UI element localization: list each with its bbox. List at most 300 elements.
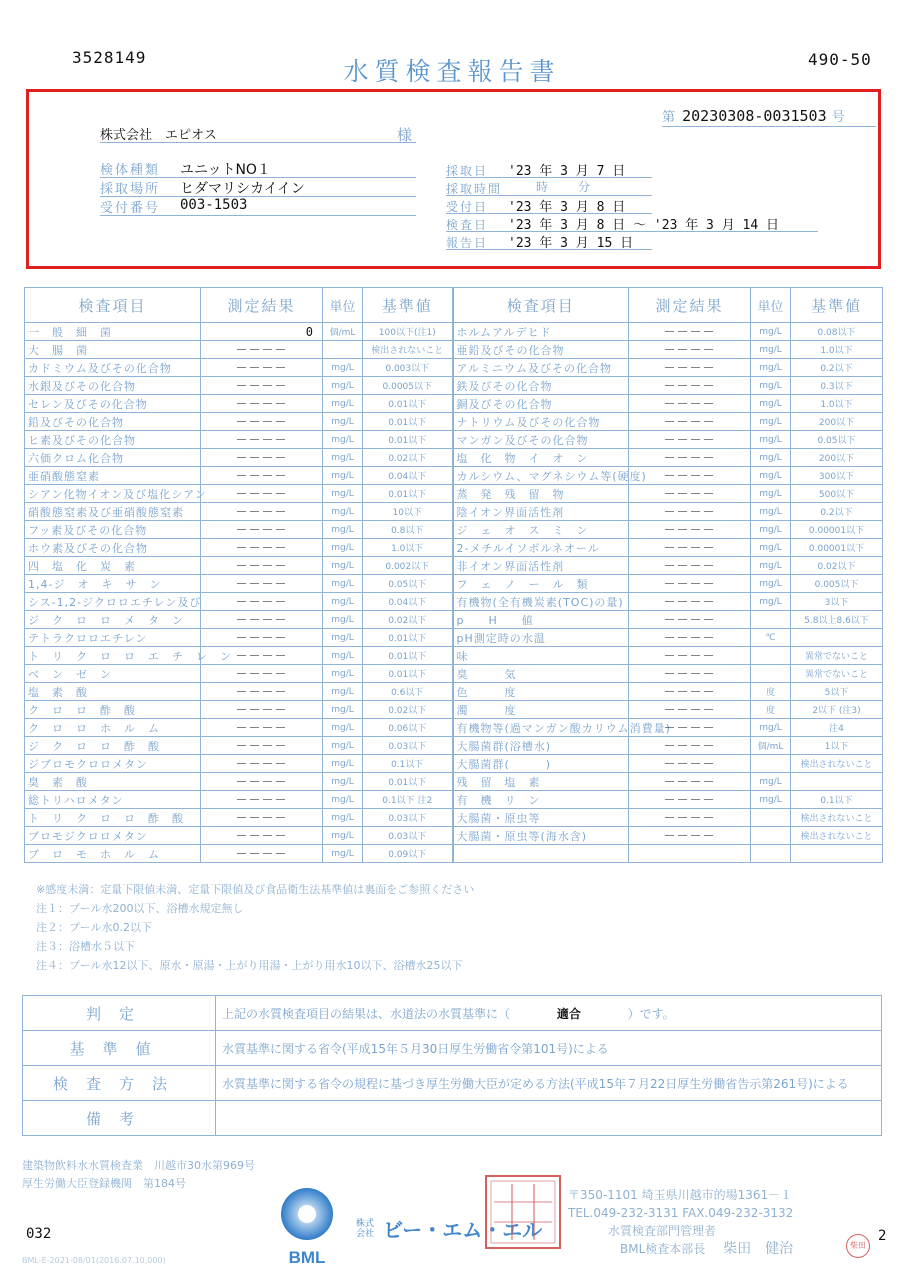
test-unit: mg/L [751, 773, 791, 791]
test-item: 鉛及びその化合物 [25, 413, 201, 431]
test-standard: 1.0以下 [791, 395, 883, 413]
test-item: 一 般 細 菌 [25, 323, 201, 341]
test-item: 四 塩 化 炭 素 [25, 557, 201, 575]
test-item: 亜硝酸態窒素 [25, 467, 201, 485]
remarks-label: 備考 [23, 1101, 216, 1136]
test-item: テトラクロロエチレン [25, 629, 201, 647]
judgement-text [216, 996, 882, 1031]
test-item: ヒ素及びその化合物 [25, 431, 201, 449]
test-standard: 0.01以下 [363, 665, 453, 683]
note-line: ※感度未満：定量下限値未満、定量下限値及び食品衛生法基準値は裏面をご参照ください [36, 883, 475, 896]
test-item: 残 留 塩 素 [453, 773, 629, 791]
doc-number-left: 3528149 [72, 48, 147, 67]
test-standard: 注4 [791, 719, 883, 737]
test-unit: mg/L [751, 557, 791, 575]
sample-place-label: 採取場所 [100, 182, 161, 197]
test-result: －－－－ [201, 557, 323, 575]
company-label: ビー・エム・エル [383, 1218, 543, 1242]
table-row [25, 521, 883, 539]
test-unit [751, 827, 791, 845]
test-result: －－－－ [629, 377, 751, 395]
test-result: －－－－ [629, 611, 751, 629]
test-unit: mg/L [751, 719, 791, 737]
receipt-no-row [100, 197, 416, 216]
table-row [25, 845, 883, 863]
company-contact [568, 1186, 793, 1258]
test-unit: mg/L [751, 395, 791, 413]
test-standard: 0.04以下 [363, 467, 453, 485]
test-standard: 0.1以下 注2 [363, 791, 453, 809]
table-row [25, 359, 883, 377]
table-row [25, 827, 883, 845]
report-no-prefix: 第 [662, 110, 678, 125]
client-suffix: 様 [396, 126, 414, 144]
doc-number-right: 490-50 [808, 50, 872, 69]
test-unit: mg/L [323, 791, 363, 809]
table-row [25, 557, 883, 575]
test-standard: 0.02以下 [363, 701, 453, 719]
report-no-suffix: 号 [831, 110, 847, 125]
test-unit: mg/L [323, 701, 363, 719]
test-standard: 1以下 [791, 737, 883, 755]
test-item: ト リ ク ロ ロ 酢 酸 [25, 809, 201, 827]
test-item: 2-メチルイソボルネオール [453, 539, 629, 557]
test-result: －－－－ [201, 467, 323, 485]
test-unit: mg/L [323, 503, 363, 521]
company-logo [276, 1186, 338, 1266]
test-standard: 200以下 [791, 449, 883, 467]
test-standard: 0.03以下 [363, 827, 453, 845]
date-label: 報告日 [446, 236, 489, 250]
test-unit: mg/L [751, 521, 791, 539]
test-result: －－－－ [201, 647, 323, 665]
test-unit: mg/L [323, 845, 363, 863]
test-result: －－－－ [201, 737, 323, 755]
test-item: 濁 度 [453, 701, 629, 719]
print-code: BML-E-2021-08/01(2016.07.10,000) [22, 1256, 166, 1265]
test-item: ジ ク ロ ロ メ タ ン [25, 611, 201, 629]
test-result: －－－－ [201, 755, 323, 773]
table-row [25, 593, 883, 611]
judgement-value: 適合 [556, 1006, 581, 1021]
judgement-text-after: ）です。 [627, 1006, 675, 1021]
date-value: '23 年 3 月 15 日 [508, 236, 634, 251]
report-no-value: 20230308-0031503 [682, 107, 827, 125]
tel-fax: TEL.049-232-3131 FAX.049-232-3132 [568, 1206, 794, 1220]
test-standard: 0.02以下 [791, 557, 883, 575]
manager-name: 柴田 健治 [723, 1241, 794, 1257]
test-unit: mg/L [323, 449, 363, 467]
table-row [25, 701, 883, 719]
test-unit: mg/L [751, 449, 791, 467]
test-standard: 0.01以下 [363, 431, 453, 449]
date-row-inspection [446, 214, 818, 232]
note-line: 注２：プール水0.2以下 [36, 921, 152, 934]
header-item: 検査項目 [453, 288, 629, 323]
test-standard: 0.05以下 [363, 575, 453, 593]
test-item: 銅及びその化合物 [453, 395, 629, 413]
note-line: 注４：プール水12以下、原水・原湯・上がり用湯・上がり用水10以下、浴槽水25以下 [36, 959, 463, 972]
test-item: ホルムアルデヒド [453, 323, 629, 341]
test-unit: mg/L [323, 665, 363, 683]
test-item: pH測定時の水温 [453, 629, 629, 647]
bml-logo-icon [276, 1186, 338, 1242]
test-unit: mg/L [751, 359, 791, 377]
sample-place-value: ヒダマリシカイイン [180, 181, 305, 197]
judgement-row [23, 996, 882, 1031]
table-row [25, 413, 883, 431]
test-unit [751, 755, 791, 773]
table-row [25, 647, 883, 665]
test-item: ク ロ ロ 酢 酸 [25, 701, 201, 719]
test-result: －－－－ [201, 521, 323, 539]
test-standard: 500以下 [791, 485, 883, 503]
test-result: －－－－ [629, 341, 751, 359]
test-result: －－－－ [629, 593, 751, 611]
test-item: フ ェ ノ ー ル 類 [453, 575, 629, 593]
test-unit: 個/mL [751, 737, 791, 755]
test-unit: mg/L [323, 539, 363, 557]
test-item: ブロモジクロロメタン [25, 827, 201, 845]
registration-info [22, 1157, 255, 1193]
test-unit: mg/L [323, 773, 363, 791]
test-result: －－－－ [629, 503, 751, 521]
registration-line: 建築物飲料水水質検査業 川越市30水第969号 [22, 1159, 255, 1172]
registration-line: 厚生労働大臣登録機関 第184号 [22, 1177, 186, 1190]
test-result: －－－－ [629, 521, 751, 539]
test-unit: mg/L [323, 719, 363, 737]
test-unit: mg/L [323, 431, 363, 449]
test-standard: 0.06以下 [363, 719, 453, 737]
test-item: 非イオン界面活性剤 [453, 557, 629, 575]
test-item: セレン及びその化合物 [25, 395, 201, 413]
table-row [25, 575, 883, 593]
standard-row [23, 1031, 882, 1066]
test-item: 有機物(全有機炭素(TOC)の量) [453, 593, 629, 611]
test-standard: 検出されないこと [791, 809, 883, 827]
sample-info [100, 159, 416, 216]
test-standard: 0.01以下 [363, 773, 453, 791]
test-standard: 0.03以下 [363, 809, 453, 827]
test-result: －－－－ [201, 665, 323, 683]
test-item: シアン化物イオン及び塩化シアン [25, 485, 201, 503]
test-unit: mg/L [323, 629, 363, 647]
table-row [25, 467, 883, 485]
test-standard: 検出されないこと [791, 827, 883, 845]
table-row [25, 809, 883, 827]
test-item: 鉄及びその化合物 [453, 377, 629, 395]
test-result: －－－－ [629, 737, 751, 755]
date-row-sampling [446, 160, 652, 178]
table-row [25, 629, 883, 647]
test-result: －－－－ [629, 683, 751, 701]
test-unit [751, 647, 791, 665]
receipt-no-label: 受付番号 [100, 201, 161, 216]
test-result: －－－－ [201, 827, 323, 845]
test-unit [751, 845, 791, 863]
test-unit: mg/L [751, 467, 791, 485]
test-unit: mg/L [323, 413, 363, 431]
test-unit: 度 [751, 701, 791, 719]
test-unit: mg/L [323, 611, 363, 629]
test-result: －－－－ [201, 629, 323, 647]
header-unit: 単位 [751, 288, 791, 323]
address: 〒350-1101 埼玉県川越市的場1361－１ [568, 1188, 793, 1202]
test-result: －－－－ [629, 719, 751, 737]
test-result: －－－－ [201, 485, 323, 503]
test-standard: 0.01以下 [363, 413, 453, 431]
test-unit: mg/L [751, 503, 791, 521]
test-result: －－－－ [201, 575, 323, 593]
note-line: 注３：浴槽水５以下 [36, 940, 135, 953]
company-prefix: 株式会社 [356, 1218, 375, 1239]
test-result: －－－－ [629, 809, 751, 827]
page-number-right: 2 [878, 1228, 887, 1244]
dates-block [446, 160, 818, 250]
test-result: －－－－ [629, 395, 751, 413]
test-result: －－－－ [201, 611, 323, 629]
test-result: －－－－ [629, 539, 751, 557]
method-text: 水質基準に関する省令の規程に基づき厚生労働大臣が定める方法(平成15年７月22日厚生労働省告示第261号)による [216, 1066, 882, 1101]
test-unit: mg/L [323, 593, 363, 611]
test-result [629, 845, 751, 863]
test-unit: mg/L [751, 593, 791, 611]
table-row [25, 485, 883, 503]
test-standard: 0.8以下 [363, 521, 453, 539]
test-item [453, 845, 629, 863]
test-standard: 0.003以下 [363, 359, 453, 377]
page-number-left: 032 [26, 1226, 52, 1242]
manager-title: BML検査本部長 [620, 1242, 706, 1256]
test-result: －－－－ [629, 557, 751, 575]
judgement-label: 判定 [23, 996, 216, 1031]
test-standard: 5以下 [791, 683, 883, 701]
test-unit: mg/L [323, 683, 363, 701]
test-standard: 300以下 [791, 467, 883, 485]
header-standard: 基準値 [363, 288, 453, 323]
date-label: 受付日 [446, 200, 489, 214]
test-item: ナトリウム及びその化合物 [453, 413, 629, 431]
test-unit [751, 665, 791, 683]
client-name: 株式会社 エピオス [100, 128, 217, 143]
test-result: －－－－ [201, 503, 323, 521]
method-label: 検査方法 [23, 1066, 216, 1101]
test-standard: 異常でないこと [791, 647, 883, 665]
client-line [100, 124, 416, 143]
judgement-table [22, 995, 882, 1136]
company-seal [482, 1172, 564, 1252]
test-item: 塩 素 酸 [25, 683, 201, 701]
test-result: －－－－ [201, 341, 323, 359]
date-value: '23 年 3 月 8 日 ～ '23 年 3 月 14 日 [508, 218, 780, 233]
logo-text: BML [288, 1248, 326, 1267]
test-unit: mg/L [323, 521, 363, 539]
test-result: －－－－ [629, 431, 751, 449]
test-item: 六価クロム化合物 [25, 449, 201, 467]
test-unit: mg/L [323, 467, 363, 485]
test-standard: 1.0以下 [791, 341, 883, 359]
date-label: 採取時間 [446, 182, 503, 196]
header-result: 測定結果 [201, 288, 323, 323]
table-header-row [25, 288, 883, 323]
test-unit: mg/L [751, 575, 791, 593]
test-item: 1,4-ジ オ キ サ ン [25, 575, 201, 593]
test-item: 水銀及びその化合物 [25, 377, 201, 395]
test-item: 大腸菌・原虫等(海水含) [453, 827, 629, 845]
test-item: 有機物等(過マンガン酸カリウム消費量) [453, 719, 629, 737]
judgement-text-before: 上記の水質検査項目の結果は、水道法の水質基準に（ [222, 1006, 511, 1021]
test-unit: mg/L [323, 485, 363, 503]
test-standard: 0.1以下 [363, 755, 453, 773]
test-result: －－－－ [629, 773, 751, 791]
sample-place-row [100, 178, 416, 197]
results-table [24, 287, 883, 863]
test-item: 蒸 発 残 留 物 [453, 485, 629, 503]
test-unit: 度 [751, 683, 791, 701]
test-result: －－－－ [201, 359, 323, 377]
test-item: カルシウム、マグネシウム等(硬度) [453, 467, 629, 485]
test-result: －－－－ [629, 323, 751, 341]
department: 水質検査部門管理者 [608, 1224, 717, 1238]
date-label: 採取日 [446, 164, 489, 178]
test-unit: mg/L [323, 755, 363, 773]
test-standard: 0.2以下 [791, 359, 883, 377]
test-unit: mg/L [751, 791, 791, 809]
test-standard [791, 629, 883, 647]
test-unit: mg/L [323, 737, 363, 755]
test-standard: 0.01以下 [363, 485, 453, 503]
test-result: －－－－ [629, 413, 751, 431]
test-standard: 0.03以下 [363, 737, 453, 755]
test-unit: mg/L [751, 341, 791, 359]
test-unit [751, 809, 791, 827]
test-result: －－－－ [201, 431, 323, 449]
test-result: －－－－ [201, 773, 323, 791]
table-row [25, 755, 883, 773]
note-line: 注１：プール水200以下、浴槽水規定無し [36, 902, 244, 915]
test-result: －－－－ [201, 701, 323, 719]
test-standard: 10以下 [363, 503, 453, 521]
header-unit: 単位 [323, 288, 363, 323]
test-item: 大腸菌群(浴槽水) [453, 737, 629, 755]
table-row [25, 683, 883, 701]
test-result: －－－－ [201, 809, 323, 827]
test-standard [791, 773, 883, 791]
test-result: －－－－ [629, 791, 751, 809]
test-standard: 3以下 [791, 593, 883, 611]
test-standard: 0.02以下 [363, 449, 453, 467]
test-item: ジブロモクロロメタン [25, 755, 201, 773]
test-unit: mg/L [751, 323, 791, 341]
test-result: －－－－ [201, 395, 323, 413]
table-row [25, 431, 883, 449]
page-title: 水質検査報告書 [343, 57, 561, 86]
table-row [25, 539, 883, 557]
test-item: 味 [453, 647, 629, 665]
test-unit: 個/mL [323, 323, 363, 341]
test-standard: 1.0以下 [363, 539, 453, 557]
test-result: －－－－ [629, 755, 751, 773]
test-result: －－－－ [629, 827, 751, 845]
header-result: 測定結果 [629, 288, 751, 323]
test-result: －－－－ [629, 449, 751, 467]
test-unit [323, 341, 363, 359]
test-unit: mg/L [323, 377, 363, 395]
sample-type-value: ユニットNO１ [180, 162, 271, 178]
test-unit: mg/L [751, 377, 791, 395]
test-unit: mg/L [323, 557, 363, 575]
test-standard: 0.005以下 [791, 575, 883, 593]
method-row [23, 1066, 882, 1101]
test-item: ベ ン ゼ ン [25, 665, 201, 683]
test-standard: 0.00001以下 [791, 539, 883, 557]
test-unit: mg/L [751, 413, 791, 431]
remarks-row [23, 1101, 882, 1136]
test-result: －－－－ [201, 719, 323, 737]
notes [36, 880, 474, 975]
test-result: －－－－ [629, 359, 751, 377]
personal-seal: 柴田 [846, 1234, 870, 1258]
test-result: －－－－ [201, 413, 323, 431]
test-item: 有 機 リ ン [453, 791, 629, 809]
test-unit: mg/L [323, 827, 363, 845]
test-standard: 0.002以下 [363, 557, 453, 575]
report-number [662, 106, 876, 127]
test-result: 0 [201, 323, 323, 341]
test-item: 大腸菌群( ) [453, 755, 629, 773]
test-result: －－－－ [201, 593, 323, 611]
test-standard: 0.6以下 [363, 683, 453, 701]
standard-text: 水質基準に関する省令(平成15年５月30日厚生労働省令第101号)による [216, 1031, 882, 1066]
test-unit: mg/L [751, 539, 791, 557]
test-result: －－－－ [201, 791, 323, 809]
test-result: －－－－ [201, 683, 323, 701]
test-standard: 100以下(注1) [363, 323, 453, 341]
test-standard: 0.08以下 [791, 323, 883, 341]
test-standard: 0.05以下 [791, 431, 883, 449]
test-result: －－－－ [629, 575, 751, 593]
table-row [25, 719, 883, 737]
test-item: シス-1,2-ジクロロエチレン及び [25, 593, 201, 611]
date-row-receipt [446, 196, 652, 214]
header-item: 検査項目 [25, 288, 201, 323]
test-item: マンガン及びその化合物 [453, 431, 629, 449]
test-item: ク ロ ロ ホ ル ム [25, 719, 201, 737]
header-standard: 基準値 [791, 288, 883, 323]
test-item: 大腸菌・原虫等 [453, 809, 629, 827]
standard-label: 基準値 [23, 1031, 216, 1066]
table-row [25, 503, 883, 521]
company-seal-icon [482, 1172, 564, 1252]
test-item: ト リ ク ロ ロ エ チ レ ン [25, 647, 201, 665]
test-result: －－－－ [629, 485, 751, 503]
table-row [25, 665, 883, 683]
remarks-text [216, 1101, 882, 1136]
table-row [25, 395, 883, 413]
test-item: 総トリハロメタン [25, 791, 201, 809]
table-row [25, 449, 883, 467]
test-standard: 200以下 [791, 413, 883, 431]
test-unit: mg/L [323, 809, 363, 827]
date-row-time [446, 178, 652, 196]
sample-type-label: 検体種類 [100, 163, 161, 178]
test-item: 塩 化 物 イ オ ン [453, 449, 629, 467]
test-standard: 0.01以下 [363, 647, 453, 665]
test-unit: mg/L [323, 395, 363, 413]
test-item: アルミニウム及びその化合物 [453, 359, 629, 377]
test-standard: 0.2以下 [791, 503, 883, 521]
test-standard: 0.04以下 [363, 593, 453, 611]
